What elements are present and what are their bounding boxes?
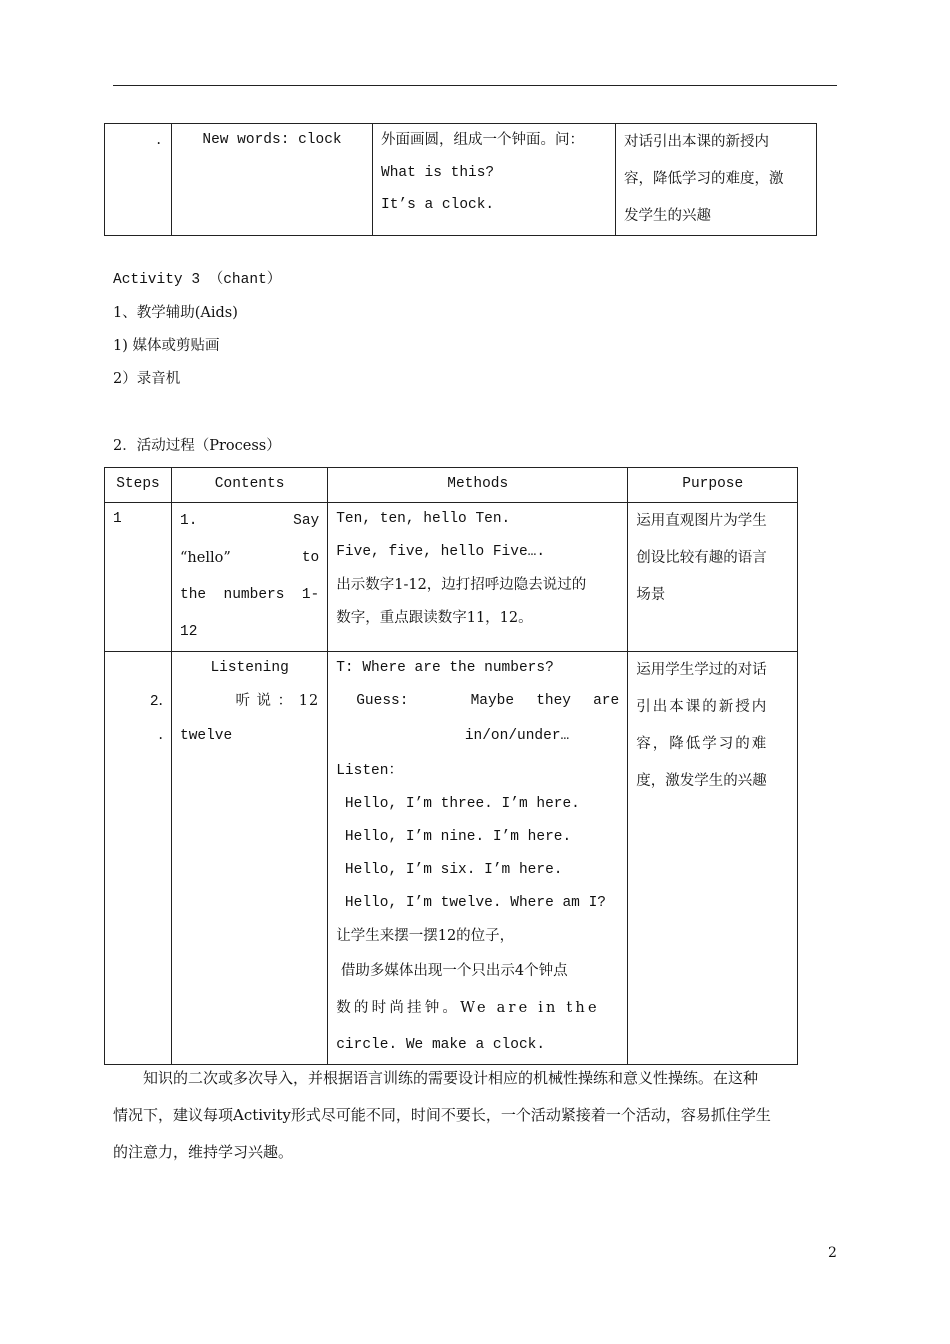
purpose-line: 容，降低学习的难 [636, 736, 769, 752]
process-heading: 2．活动过程（Process） [113, 438, 281, 454]
purpose-line: 容，降低学习的难度，激 [624, 171, 784, 187]
header-steps: Steps [116, 476, 160, 492]
methods-line: Ten, ten, hello Ten. [336, 511, 511, 527]
purpose-line: 创设比较有趣的语言 [636, 550, 767, 566]
methods-line: Listen： [336, 763, 403, 779]
methods-line: 借助多媒体出现一个只出示4个钟点 [336, 963, 568, 979]
purpose-line: 引出本课的新授内 [636, 699, 769, 715]
cell-step [105, 124, 172, 236]
contents-line: 听 说 ： 12 [235, 693, 320, 709]
paragraph-line: 情况下，建议每项Activity形式尽可能不同，时间不要长，一个活动紧接着一个活动，容易抓住学生 [113, 1106, 771, 1124]
methods-line: Hello, I’m twelve. Where am I? [336, 895, 606, 911]
table-top [104, 123, 817, 236]
purpose-line: 运用学生学过的对话 [636, 662, 767, 678]
methods-line: 数的时尚挂钟。We are in the [336, 1000, 600, 1016]
paragraph-line: 的注意力，维持学习兴趣。 [113, 1143, 294, 1161]
header-rule [113, 85, 837, 86]
contents-line: 1. Say [180, 513, 320, 529]
table-header-row [105, 468, 798, 503]
purpose-line: 场景 [636, 587, 666, 603]
cell-purpose [616, 124, 817, 236]
table-row [105, 652, 798, 1065]
aids-heading: 1、教学辅助(Aids) [113, 305, 238, 321]
purpose-line: 运用直观图片为学生 [636, 513, 767, 529]
body-paragraph [113, 1060, 837, 1171]
methods-line: Hello, I’m six. I’m here. [336, 862, 563, 878]
methods-line: 出示数字1-12，边打招呼边隐去说过的 [336, 577, 587, 593]
methods-line: It’s a clock. [381, 197, 495, 213]
methods-line: circle. We make a clock. [336, 1037, 546, 1053]
table-row [105, 503, 798, 652]
methods-line: 外面画圆，组成一个钟面。问： [381, 132, 584, 148]
step-mark: . [158, 693, 163, 709]
cell-contents [172, 124, 373, 236]
header-purpose: Purpose [682, 476, 744, 492]
contents-line: Listening [210, 660, 289, 676]
contents-line: 12 [180, 624, 198, 640]
purpose-line: 对话引出本课的新授内 [624, 134, 769, 150]
header-contents: Contents [214, 476, 285, 492]
methods-line: Guess: Maybe they are [356, 693, 620, 709]
step-number: 1 [113, 511, 122, 527]
contents-text: New words: clock [202, 132, 342, 148]
contents-line: twelve [180, 728, 233, 744]
methods-line: 数字，重点跟读数字11，12。 [336, 610, 533, 626]
table-row [105, 124, 817, 236]
purpose-line: 发学生的兴趣 [624, 208, 711, 224]
methods-line: Five, five, hello Five…. [336, 544, 546, 560]
contents-line: “hello” to [180, 550, 320, 566]
purpose-line: 度，激发学生的兴趣 [636, 773, 767, 789]
aids-item: 2）录音机 [113, 371, 181, 387]
methods-line: What is this? [381, 165, 495, 181]
methods-line: in/on/under… [464, 728, 570, 744]
step-mark: . [156, 132, 161, 148]
cell-methods [373, 124, 616, 236]
process-table [104, 467, 798, 1065]
step-mark: . [158, 727, 163, 743]
methods-line: T: Where are the numbers? [336, 660, 554, 676]
methods-line: Hello, I’m three. I’m here. [336, 796, 580, 812]
contents-line: the numbers 1- [180, 587, 320, 603]
paragraph-line: 知识的二次或多次导入，并根据语言训练的需要设计相应的机械性操练和意义性操练。在这种 [143, 1069, 759, 1087]
step-number: 2 [149, 694, 159, 710]
header-methods: Methods [447, 476, 509, 492]
step-cell-line [113, 652, 163, 743]
methods-line: Hello, I’m nine. I’m here. [336, 829, 572, 845]
activity-title: Activity 3 （chant） [113, 272, 282, 288]
page-number: 2 [828, 1245, 837, 1261]
methods-line: 让学生来摆一摆12的位子， [336, 928, 515, 944]
aids-item: 1) 媒体或剪贴画 [113, 338, 220, 354]
